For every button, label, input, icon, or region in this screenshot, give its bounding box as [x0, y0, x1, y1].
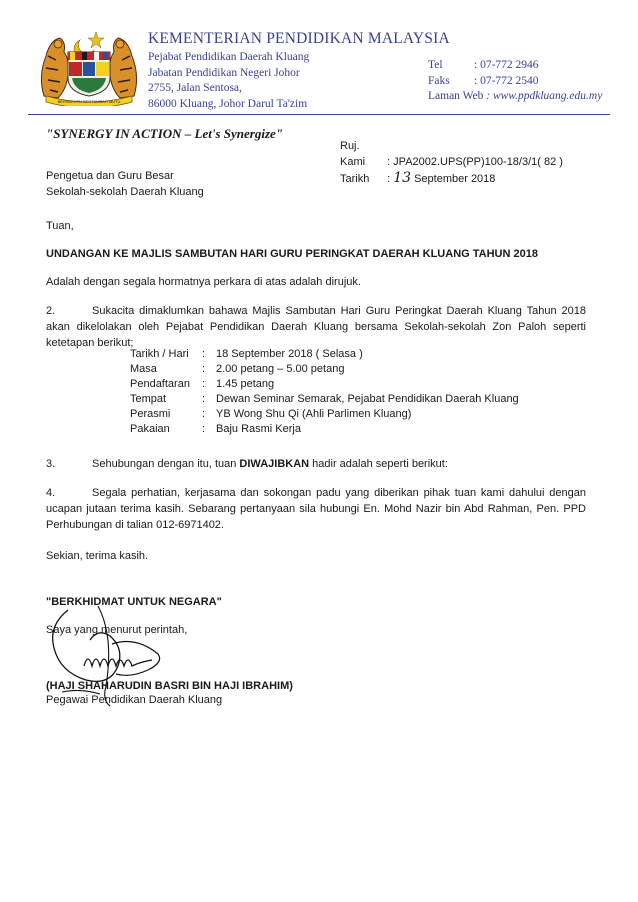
paragraph-text-after: hadir adalah seperti berikut:	[309, 458, 448, 470]
recipient	[46, 168, 204, 200]
address-line: Jabatan Pendidikan Negeri Johor	[148, 66, 300, 79]
motto: "SYNERGY IN ACTION – Let's Synergize"	[46, 126, 284, 141]
salutation: Tuan,	[46, 220, 74, 232]
detail-label: Perasmi	[130, 408, 171, 420]
detail-row: Tempat : Dewan Seminar Semarak, Pejabat Pendidikan Daerah Kluang	[130, 393, 519, 405]
detail-value: Baju Rasmi Kerja	[216, 423, 301, 435]
detail-label: Tempat	[130, 393, 167, 405]
detail-value: YB Wong Shu Qi (Ahli Parlimen Kluang)	[216, 408, 412, 420]
recipient-line: Sekolah-sekolah Daerah Kluang	[46, 186, 204, 198]
fax-label: Faks	[428, 74, 450, 87]
detail-row: Tarikh / Hari : 18 September 2018 ( Selasa )	[130, 348, 363, 360]
detail-row: Pakaian : Baju Rasmi Kerja	[130, 423, 301, 435]
detail-label: Pakaian	[130, 423, 170, 435]
paragraph-text-bold: DIWAJIBKAN	[239, 458, 310, 470]
event-details	[130, 347, 519, 437]
subject-heading: UNDANGAN KE MAJLIS SAMBUTAN HARI GURU PERINGKAT DAERAH KLUANG TAHUN 2018	[46, 248, 538, 260]
detail-label: Pendaftaran	[130, 378, 190, 390]
paragraph-text: Segala perhatian, kerjasama dan sokongan padu yang diberikan pihak tuan kami dahului dengan ucapan jutaan terima kasih. Sebarang pertanyaan sila hubungi En. Mohd Nazir bin Abd Rahman, Pen. PPD Perhubungan di talian 012-6971402.	[46, 487, 586, 531]
address-line: 86000 Kluang, Johor Darul Ta'zim	[148, 97, 308, 110]
detail-value: Dewan Seminar Semarak, Pejabat Pendidikan Daerah Kluang	[216, 393, 519, 405]
paragraph-number: 3.	[46, 458, 56, 470]
closing: Sekian, terima kasih.	[46, 550, 149, 562]
detail-value: 18 September 2018 ( Selasa )	[216, 348, 363, 360]
detail-value: 2.00 petang – 5.00 petang	[216, 363, 345, 375]
tarikh-colon: :	[387, 173, 391, 185]
detail-label: Masa	[130, 363, 157, 375]
paragraph-1: Adalah dengan segala hormatnya perkara di atas adalah dirujuk.	[46, 276, 361, 288]
tarikh-label: Tarikh	[340, 173, 370, 185]
paragraph-3	[46, 456, 586, 472]
paragraph-text-before: Sehubungan dengan itu, tuan	[92, 458, 240, 470]
paragraph-number: 4.	[46, 487, 56, 499]
paragraph-number: 2.	[46, 305, 56, 317]
right-tiger-icon	[110, 38, 137, 98]
detail-value: 1.45 petang	[216, 378, 275, 390]
detail-row: Perasmi : YB Wong Shu Qi (Ahli Parlimen Kluang)	[130, 408, 412, 420]
signer-title: Pegawai Pendidikan Daerah Kluang	[46, 694, 223, 706]
tarikh-day-handwritten: 13	[393, 170, 412, 186]
paragraph-text: Sukacita dimaklumkan bahawa Majlis Sambutan Hari Guru Peringkat Daerah Kluang Tahun 2018 akan dikelolakan oleh Pejabat Pendidikan Daerah Kluang bersama Sekolah-sekolah Zon Paloh seperti ketetapan berikut;	[46, 305, 586, 349]
recipient-line: Pengetua dan Guru Besar	[46, 170, 174, 182]
shield-icon	[68, 52, 110, 96]
malaysia-coat-of-arms-logo	[36, 26, 142, 106]
web-label: Laman Web	[428, 90, 484, 102]
office-address	[148, 50, 309, 112]
fax-value: : 07-772 2540	[474, 74, 539, 87]
address-line: Pejabat Pendidikan Daerah Kluang	[148, 51, 310, 63]
ruj-value: : JPA2002.UPS(PP)100-18/3/1( 82 )	[387, 156, 563, 168]
ministry-name: KEMENTERIAN PENDIDIKAN MALAYSIA	[148, 30, 450, 47]
web-value: : www.ppdkluang.edu.my	[486, 90, 603, 102]
contact-block	[428, 58, 602, 105]
signer-name: (HAJI SHAHARUDIN BASRI BIN HAJI IBRAHIM)	[46, 680, 293, 692]
tel-label: Tel	[428, 59, 443, 71]
address-line: 2755, Jalan Sentosa,	[148, 82, 242, 94]
paragraph-2	[46, 303, 586, 351]
detail-row: Pendaftaran : 1.45 petang	[130, 378, 275, 390]
detail-label: Tarikh / Hari	[130, 348, 189, 360]
tel-value: : 07-772 2946	[474, 59, 539, 71]
crest-ribbon-text: BERSEKUTU BERTAMBAH MUTU	[57, 99, 121, 104]
tarikh-rest: September 2018	[414, 173, 496, 185]
detail-row: Masa : 2.00 petang – 5.00 petang	[130, 363, 345, 375]
paragraph-4	[46, 485, 586, 533]
left-tiger-icon	[41, 38, 68, 98]
letterhead-divider	[28, 114, 610, 115]
sign-off: Saya yang menurut perintah,	[46, 624, 188, 636]
reference-block	[340, 138, 563, 187]
slogan: "BERKHIDMAT UNTUK NEGARA"	[46, 596, 222, 608]
ruj-label: Ruj. Kami	[340, 140, 366, 168]
